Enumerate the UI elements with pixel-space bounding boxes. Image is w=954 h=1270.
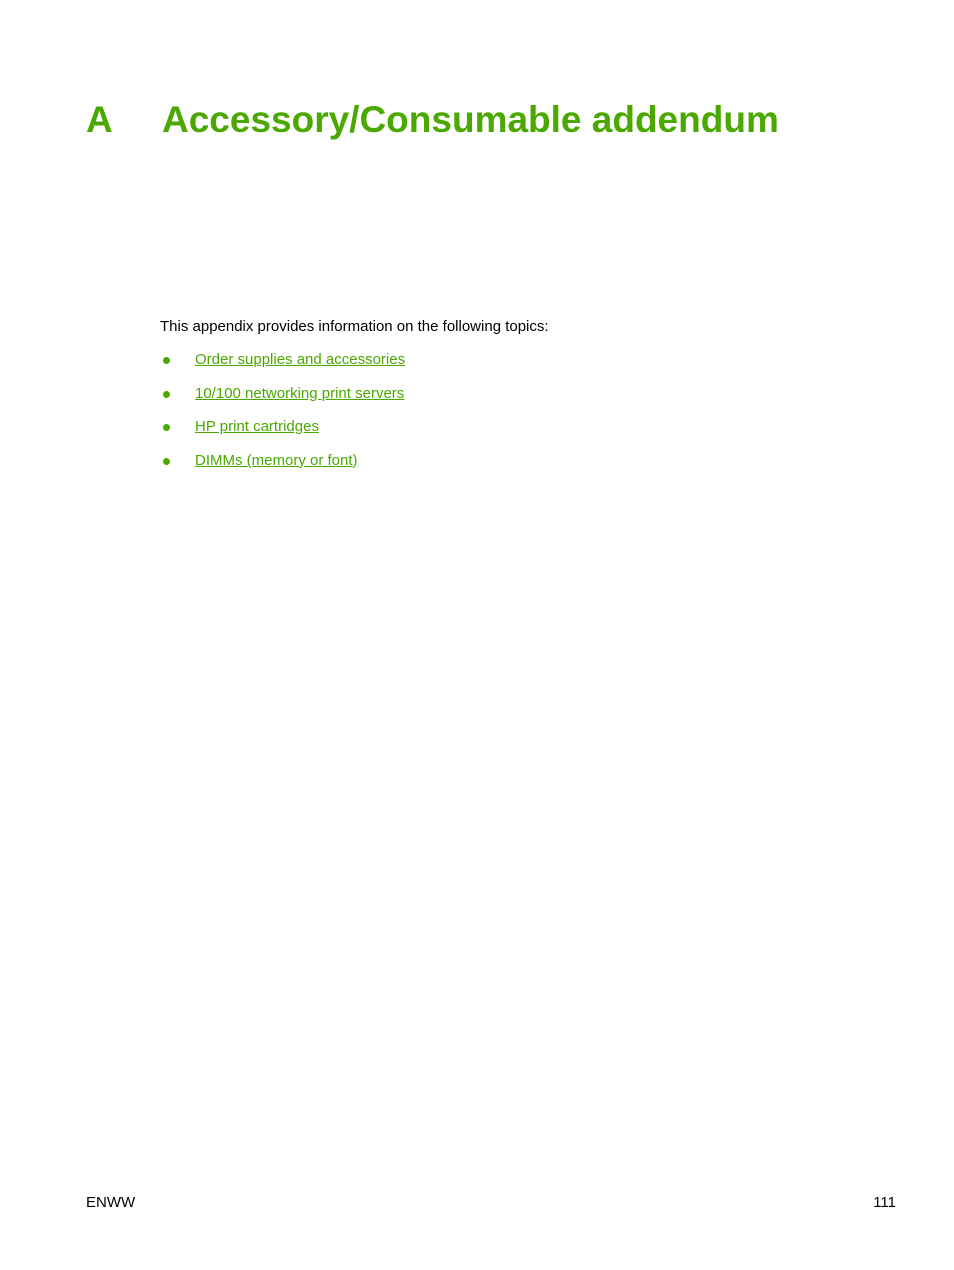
bullet-icon [163, 458, 170, 465]
page-number: 111 [873, 1194, 896, 1211]
bullet-icon [163, 391, 170, 398]
topic-link-order-supplies[interactable]: Order supplies and accessories [195, 351, 406, 368]
footer-label: ENWW [86, 1194, 136, 1211]
chapter-title: Accessory/Consumable addendum [162, 99, 779, 140]
topic-link-networking-print-servers[interactable]: 10/100 networking print servers [195, 384, 405, 402]
bullet-icon [163, 424, 170, 431]
intro-text: This appendix provides information on the following topics: [160, 318, 549, 335]
topic-link-print-cartridges[interactable]: HP print cartridges [195, 418, 319, 435]
topic-link-dimms[interactable]: DIMMs (memory or font) [195, 451, 358, 469]
chapter-letter: A [86, 99, 113, 140]
bullet-icon [163, 357, 170, 364]
chapter-heading [86, 96, 779, 144]
